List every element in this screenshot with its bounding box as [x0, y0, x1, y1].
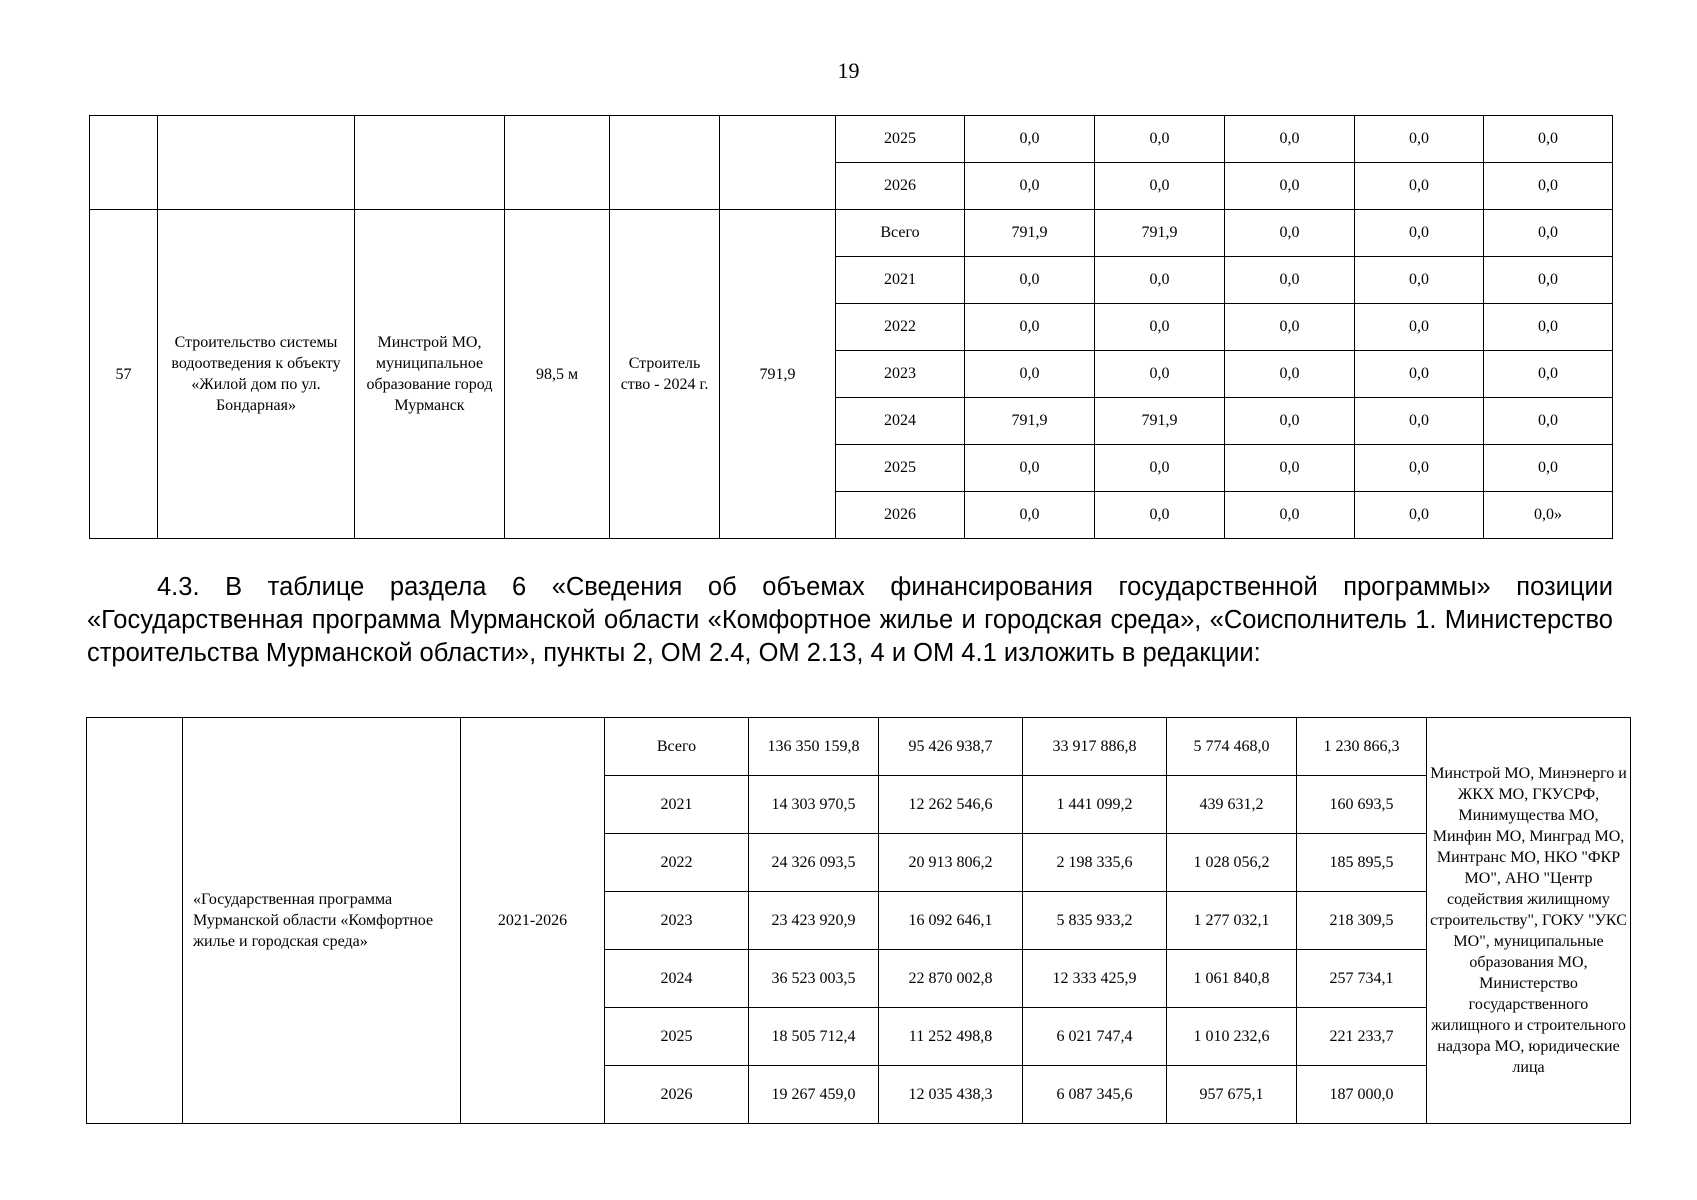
year-cell: 2023 — [836, 351, 965, 398]
value-cell: 218 309,5 — [1297, 892, 1427, 950]
value-cell: 0,0 — [1095, 116, 1225, 163]
empty-cell — [720, 116, 836, 210]
value-cell: 791,9 — [1095, 210, 1225, 257]
value-cell: 1 061 840,8 — [1167, 950, 1297, 1008]
value-cell: 0,0 — [1484, 163, 1613, 210]
year-cell: 2022 — [605, 834, 749, 892]
value-cell: 20 913 806,2 — [879, 834, 1023, 892]
empty-cell — [610, 116, 720, 210]
value-cell: 439 631,2 — [1167, 776, 1297, 834]
value-cell: 11 252 498,8 — [879, 1008, 1023, 1066]
value-cell: 0,0 — [1355, 492, 1484, 539]
value-cell: 0,0 — [1095, 304, 1225, 351]
value-cell: 1 230 866,3 — [1297, 718, 1427, 776]
value-cell: 0,0 — [1355, 398, 1484, 445]
value-cell: 23 423 920,9 — [749, 892, 879, 950]
table-row — [87, 718, 1631, 776]
value-cell: 33 917 886,8 — [1023, 718, 1167, 776]
year-cell: 2026 — [836, 163, 965, 210]
value-cell: 2 198 335,6 — [1023, 834, 1167, 892]
value-cell: 0,0 — [1095, 163, 1225, 210]
empty-cell — [158, 116, 355, 210]
capacity: 98,5 м — [505, 210, 610, 539]
value-cell: 0,0 — [1225, 398, 1355, 445]
value-cell: 1 277 032,1 — [1167, 892, 1297, 950]
value-cell: 791,9 — [965, 210, 1095, 257]
value-cell: 160 693,5 — [1297, 776, 1427, 834]
value-cell: 0,0 — [1484, 445, 1613, 492]
value-cell: 16 092 646,1 — [879, 892, 1023, 950]
value-cell: 0,0 — [1484, 304, 1613, 351]
program-name: «Государственная программа Мурманской области «Комфортное жилье и городская среда» — [183, 718, 461, 1124]
empty-cell — [87, 718, 183, 1124]
estimated-cost: 791,9 — [720, 210, 836, 539]
object-table — [89, 115, 1613, 539]
value-cell: 185 895,5 — [1297, 834, 1427, 892]
value-cell: 0,0 — [1225, 257, 1355, 304]
value-cell: 0,0 — [1225, 116, 1355, 163]
value-cell: 0,0 — [965, 492, 1095, 539]
value-cell: 0,0» — [1484, 492, 1613, 539]
year-cell: 2026 — [605, 1066, 749, 1124]
value-cell: 257 734,1 — [1297, 950, 1427, 1008]
year-cell: 2025 — [605, 1008, 749, 1066]
value-cell: 0,0 — [1095, 492, 1225, 539]
year-cell: 2025 — [836, 445, 965, 492]
value-cell: 18 505 712,4 — [749, 1008, 879, 1066]
year-cell: 2021 — [836, 257, 965, 304]
value-cell: 1 028 056,2 — [1167, 834, 1297, 892]
empty-cell — [505, 116, 610, 210]
object-name: Строительство системы водоотведения к объекту «Жилой дом по ул. Бондарная» — [158, 210, 355, 539]
year-cell: Всего — [836, 210, 965, 257]
value-cell: 0,0 — [1355, 445, 1484, 492]
value-cell: 0,0 — [965, 257, 1095, 304]
value-cell: 791,9 — [965, 398, 1095, 445]
year-cell: 2021 — [605, 776, 749, 834]
value-cell: 1 010 232,6 — [1167, 1008, 1297, 1066]
value-cell: 0,0 — [965, 163, 1095, 210]
value-cell: 0,0 — [1355, 351, 1484, 398]
value-cell: 0,0 — [1225, 351, 1355, 398]
year-cell: 2025 — [836, 116, 965, 163]
value-cell: 0,0 — [1355, 163, 1484, 210]
value-cell: 95 426 938,7 — [879, 718, 1023, 776]
executors: Минстрой МО, Минэнерго и ЖКХ МО, ГКУСРФ, Минимущества МО, Минфин МО, Минград МО, Минтранс МО, НКО "ФКР МО", АНО "Центр содействия жилищному строительству", ГОКУ "УКС МО", муниципальные образования МО, Министерство государственного жилищного и строительного надзора МО, юридические лица — [1427, 718, 1631, 1124]
value-cell: 19 267 459,0 — [749, 1066, 879, 1124]
program-period: 2021-2026 — [461, 718, 605, 1124]
amendment-paragraph: 4.3. В таблице раздела 6 «Сведения об объемах финансирования государственной программы» позиции «Государственная программа Мурманской области «Комфортное жилье и городская среда», «Соисполнитель 1. Министерство строительства Мурманской области», пункты 2, ОМ 2.4, ОМ 2.13, 4 и ОМ 4.1 изложить в редакции: — [87, 573, 1613, 667]
value-cell: 22 870 002,8 — [879, 950, 1023, 1008]
value-cell: 0,0 — [1484, 210, 1613, 257]
value-cell: 0,0 — [1225, 163, 1355, 210]
value-cell: 1 441 099,2 — [1023, 776, 1167, 834]
table-row — [90, 210, 1613, 257]
value-cell: 791,9 — [1095, 398, 1225, 445]
value-cell: 6 021 747,4 — [1023, 1008, 1167, 1066]
value-cell: 0,0 — [1225, 445, 1355, 492]
value-cell: 0,0 — [1355, 257, 1484, 304]
value-cell: 0,0 — [1095, 257, 1225, 304]
financing-table — [86, 717, 1631, 1124]
value-cell: 0,0 — [1355, 116, 1484, 163]
value-cell: 5 835 933,2 — [1023, 892, 1167, 950]
empty-cell — [90, 116, 158, 210]
value-cell: 6 087 345,6 — [1023, 1066, 1167, 1124]
empty-cell — [355, 116, 505, 210]
executor: Минстрой МО, муниципальное образование город Мурманск — [355, 210, 505, 539]
item-number: 57 — [90, 210, 158, 539]
value-cell: 0,0 — [1225, 492, 1355, 539]
year-cell: 2024 — [836, 398, 965, 445]
value-cell: 0,0 — [965, 351, 1095, 398]
value-cell: 12 262 546,6 — [879, 776, 1023, 834]
value-cell: 5 774 468,0 — [1167, 718, 1297, 776]
value-cell: 0,0 — [965, 116, 1095, 163]
year-cell: 2022 — [836, 304, 965, 351]
value-cell: 0,0 — [1484, 116, 1613, 163]
year-cell: 2024 — [605, 950, 749, 1008]
value-cell: 0,0 — [1484, 257, 1613, 304]
value-cell: 12 333 425,9 — [1023, 950, 1167, 1008]
value-cell: 187 000,0 — [1297, 1066, 1427, 1124]
value-cell: 221 233,7 — [1297, 1008, 1427, 1066]
year-cell: 2026 — [836, 492, 965, 539]
value-cell: 0,0 — [1484, 351, 1613, 398]
value-cell: 0,0 — [1484, 398, 1613, 445]
value-cell: 36 523 003,5 — [749, 950, 879, 1008]
value-cell: 0,0 — [1095, 445, 1225, 492]
value-cell: 0,0 — [965, 445, 1095, 492]
value-cell: 0,0 — [965, 304, 1095, 351]
year-cell: 2023 — [605, 892, 749, 950]
value-cell: 0,0 — [1355, 304, 1484, 351]
value-cell: 957 675,1 — [1167, 1066, 1297, 1124]
value-cell: 0,0 — [1095, 351, 1225, 398]
value-cell: 0,0 — [1225, 304, 1355, 351]
table-row — [90, 116, 1613, 163]
stage: Строитель ство - 2024 г. — [610, 210, 720, 539]
value-cell: 24 326 093,5 — [749, 834, 879, 892]
value-cell: 0,0 — [1225, 210, 1355, 257]
year-cell: Всего — [605, 718, 749, 776]
value-cell: 14 303 970,5 — [749, 776, 879, 834]
page-number: 19 — [837, 58, 860, 83]
value-cell: 12 035 438,3 — [879, 1066, 1023, 1124]
value-cell: 0,0 — [1355, 210, 1484, 257]
value-cell: 136 350 159,8 — [749, 718, 879, 776]
